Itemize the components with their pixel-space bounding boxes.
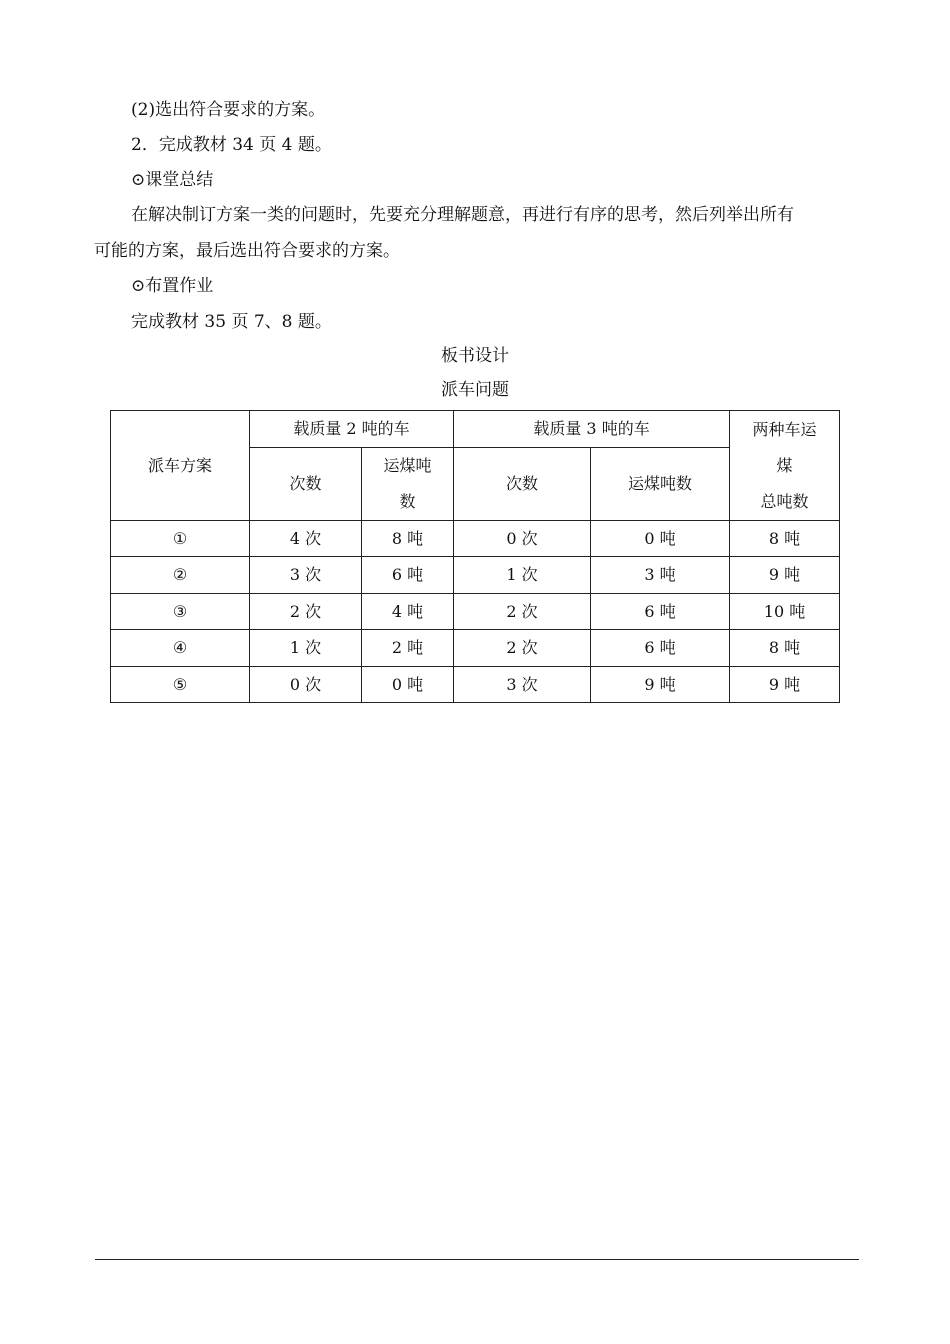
cell-plan: ④ [111, 630, 250, 667]
cell-plan: ① [111, 521, 250, 557]
header-truck-2-ton: 载质量 2 吨的车 [250, 411, 454, 448]
cell-tons-2: 0 吨 [362, 667, 454, 703]
section-heading-homework: ⊙布置作业 [131, 276, 214, 296]
cell-tons-2: 4 吨 [362, 594, 454, 630]
table-row [111, 521, 840, 557]
cell-times-3: 1 次 [454, 557, 591, 594]
header-total-tons [730, 411, 840, 521]
header-times-2: 次数 [250, 448, 362, 521]
cell-total: 10 吨 [730, 594, 840, 630]
cell-total: 9 吨 [730, 667, 840, 703]
header-tons-2-line-2: 数 [399, 492, 416, 511]
table-row [111, 667, 840, 703]
cell-times-3: 3 次 [454, 667, 591, 703]
header-plan: 派车方案 [111, 411, 250, 521]
cell-times-2: 0 次 [250, 667, 362, 703]
paragraph-step-2: (2)选出符合要求的方案。 [131, 100, 326, 120]
header-tons-2 [362, 448, 454, 521]
board-subtitle: 派车问题 [441, 380, 509, 400]
cell-times-3: 0 次 [454, 521, 591, 557]
table-header-row-1 [111, 411, 840, 448]
cell-times-3: 2 次 [454, 594, 591, 630]
cell-tons-3: 6 吨 [591, 594, 730, 630]
cell-tons-2: 6 吨 [362, 557, 454, 594]
footer-rule [95, 1259, 859, 1260]
table-row [111, 630, 840, 667]
cell-times-3: 2 次 [454, 630, 591, 667]
cell-times-2: 1 次 [250, 630, 362, 667]
summary-text-line-2: 可能的方案，最后选出符合要求的方案。 [94, 241, 400, 261]
cell-total: 9 吨 [730, 557, 840, 594]
cell-tons-3: 3 吨 [591, 557, 730, 594]
cell-times-2: 4 次 [250, 521, 362, 557]
cell-times-2: 2 次 [250, 594, 362, 630]
header-total-line-2: 煤 [776, 455, 793, 475]
cell-times-2: 3 次 [250, 557, 362, 594]
cell-tons-2: 8 吨 [362, 521, 454, 557]
header-total-line-1: 两种车运 [752, 419, 817, 439]
table-row [111, 594, 840, 630]
cell-total: 8 吨 [730, 521, 840, 557]
header-times-3: 次数 [454, 448, 591, 521]
header-truck-3-ton: 载质量 3 吨的车 [454, 411, 730, 448]
homework-text: 完成教材 35 页 7、8 题。 [131, 312, 332, 332]
section-heading-summary: ⊙课堂总结 [131, 170, 214, 190]
board-design-heading: 板书设计 [441, 346, 509, 366]
cell-total: 8 吨 [730, 630, 840, 667]
cell-plan: ② [111, 557, 250, 594]
cell-tons-3: 0 吨 [591, 521, 730, 557]
summary-text-line-1: 在解决制订方案一类的问题时，先要充分理解题意，再进行有序的思考，然后列举出所有 [131, 205, 794, 225]
header-total-line-3: 总吨数 [760, 491, 809, 511]
table-row [111, 557, 840, 594]
cell-plan: ⑤ [111, 667, 250, 703]
cell-tons-2: 2 吨 [362, 630, 454, 667]
header-tons-3: 运煤吨数 [591, 448, 730, 521]
cell-tons-3: 9 吨 [591, 667, 730, 703]
cell-plan: ③ [111, 594, 250, 630]
paragraph-task-2: 2．完成教材 34 页 4 题。 [131, 135, 332, 155]
header-tons-2-line-1: 运煤吨 [383, 456, 432, 475]
dispatch-plan-table [110, 410, 840, 703]
cell-tons-3: 6 吨 [591, 630, 730, 667]
